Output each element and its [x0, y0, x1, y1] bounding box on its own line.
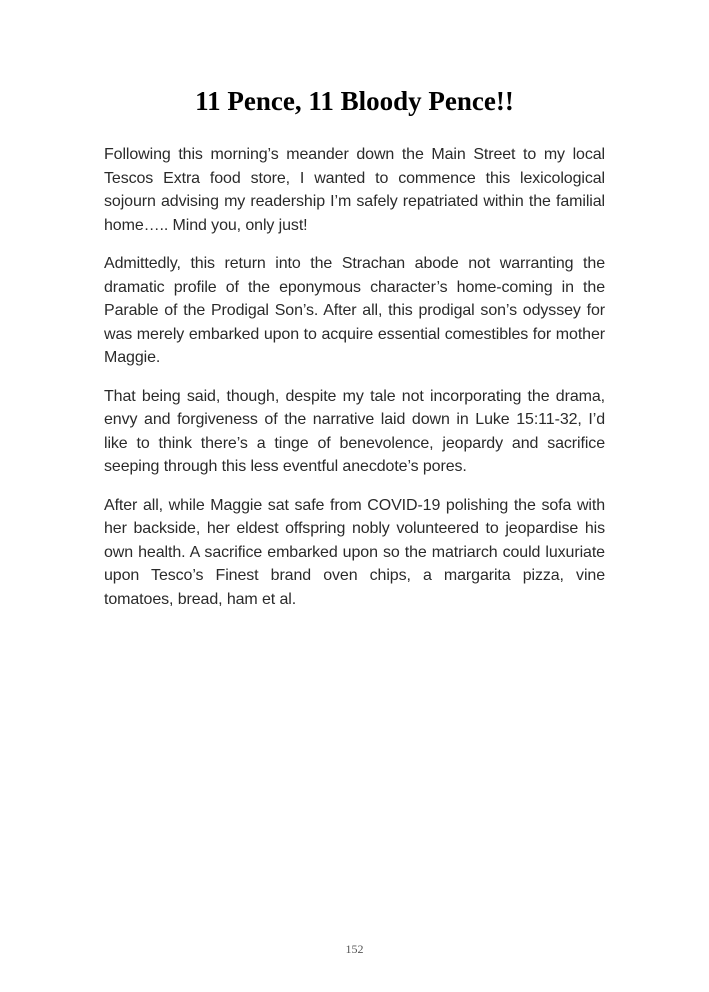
paragraph-2: Admittedly, this return into the Strachan abode not warranting the dramatic profile of the eponymous character’s home-coming in the Parable of the Prodigal Son’s. After all, this prodigal son’s odyssey for was merely embarked upon to acquire essential comestibles for mother Maggie. [104, 255, 605, 366]
page-title: 11 Pence, 11 Bloody Pence!! [195, 86, 514, 116]
page-number: 152 [345, 942, 364, 956]
paragraph-4: After all, while Maggie sat safe from COVID-19 polishing the sofa with her backside, her eldest offspring nobly volunteered to jeopardise his own health. A sacrifice embarked upon so the matriarch could luxuriate upon Tesco’s Finest brand oven chips, a margarita pizza, vine tomatoes, bread, ham et al. [104, 496, 605, 608]
paragraph-3: That being said, though, despite my tale not incorporating the drama, envy and forgiveness of the narrative laid down in Luke 15:11-32, I’d like to think there’s a tinge of benevolence, jeopardy and sacrifice seeping through this less eventful anecdote’s pores. [104, 387, 605, 475]
paragraph-1: Following this morning’s meander down the Main Street to my local Tescos Extra food store, I wanted to commence this lexicological sojourn advising my readership I’m safely repatriated within the familial home….. Mind you, only just! [104, 146, 605, 234]
body-text [104, 143, 605, 626]
